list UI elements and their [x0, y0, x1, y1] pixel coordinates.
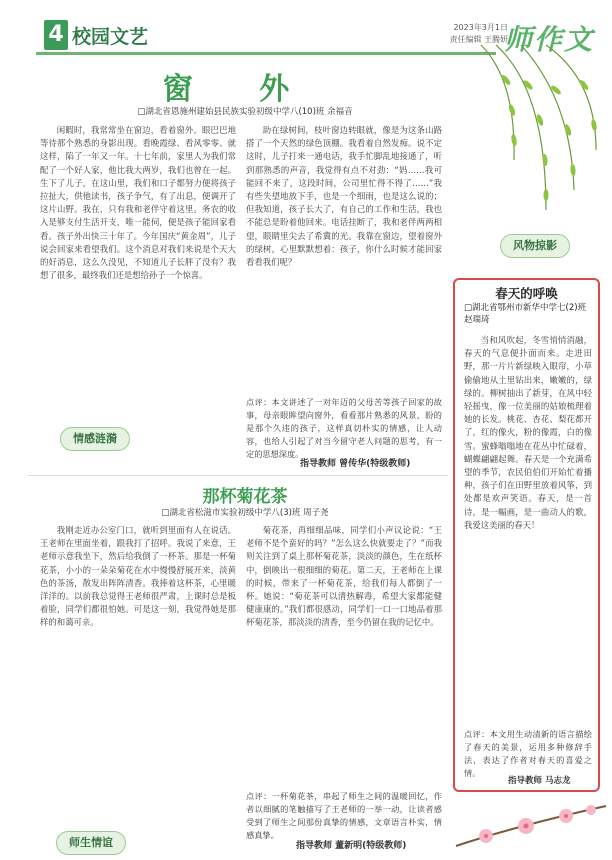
issue-date: 2023年3月1日	[453, 23, 508, 32]
article-review: 点评：本文讲述了一对年迈的父母苦等孩子回家的故事，母亲眼眸望向窗外，看看那片熟悉的风景，盼的是那个久违的孩子，这样真切朴实的情感，让人动容，也给人引起了对当今留守老人问题的思考，有一定的思想深度。	[246, 397, 442, 459]
article-body-column: 菊花茶，再细细品味，同学们小声议论说：“王老师不是个蛮好的吗？”怎么这么快就要走了？”而我则关注到了桌上那杯菊花茶，淡淡的颜色，生在纸杯中，倒映出一根细细的菊花。第二天，王老师在上课的时候，带来了一杯菊花茶，给我们每人都倒了一杯。她说：“菊花茶可以清热解毒，希望大家都能健健康康的。”我们都很感动，同学们一口一口地品着那杯菊花茶，那淡淡的清香，至今仍留在我的记忆中。	[246, 525, 442, 628]
article-body-column: 闲暇时，我常常坐在窗边，看着窗外。眼巴巴地等待那个熟悉的身影出现。看晚霞绿、看风零零、就这样，陷了一年又一年。十七年前，家里人为我们常配了一个好人家，他比我大两岁，我们也曾在一起。生下了儿子，在这山里，我们和口子都努力便将孩子拉扯大，供他读书，孩子争气，有了出息，便调开了这片山野。我在，只有我和老伴守着这里。务农的收入是够支付生活开支，唯一能伺，便是孩子能回家看看。孩子外出快三十年了。今年国庆“黄金周”，儿子说会回家来看望我们。这个消息对我们来说是个天大的好消息，这么久没见，不知道儿子长胖了没有？我想了很多，最终我们还是想给孙子一个惊喜。	[40, 125, 236, 281]
article-byline: □湖北省松滋市实验初级中学八(3)班 周子尧	[161, 508, 329, 518]
category-tag: 师生情谊	[56, 831, 126, 855]
sidebar-article-title: 春天的呼唤	[495, 286, 558, 301]
page-number: 4	[44, 20, 68, 50]
sidebar-article-byline: □湖北省鄂州市新华中学七(2)班 赵瑞琦	[464, 303, 587, 325]
article-review: 点评：一杯菊花茶，串起了师生之间的温暖回忆，作者以细腻的笔触描写了王老师的一举一动，让读者感受到了师生之间那份真挚的情感，文章语言朴实，情感真挚。	[246, 791, 442, 840]
article-title-window: 窗 外	[162, 72, 318, 107]
sidebar-article-body: 当和风吹起，冬雪悄悄消融，春天的气息便扑面而来。走进田野，那一片片新绿映入眼帘，小草偷偷地从土里钻出来，嫩嫩的，绿绿的。柳树抽出了新芽，在风中轻轻摇曳，像一位美丽的姑娘梳理着她的长发。桃花、杏花、梨花都开了，红的像火，粉的像霞，白的像雪。蜜蜂嗡嗡地在花丛中忙碌着，蝴蝶翩翩起舞。春天是一个充满希望的季节，农民伯伯们开始忙着播种，孩子们在田野里放着风筝，到处都是欢声笑语。春天，是一首诗，是一幅画，是一曲动人的歌，我爱这美丽的春天！	[464, 335, 592, 530]
teacher-credit: 指导教师 马志龙	[508, 776, 571, 786]
category-tag: 情感涟漪	[60, 427, 130, 451]
article-title-chrysanthemum-tea: 那杯菊花茶	[202, 487, 288, 507]
sidebar-article-review: 点评：本文用生动清新的语言描绘了春天的美景，运用多种修辞手法，表达了作者对春天的喜爱之情。	[464, 729, 592, 778]
willow-branch-illustration	[476, 40, 606, 250]
brand-logo: 师作文	[504, 23, 595, 56]
teacher-credit: 指导教师 董新明(特级教师)	[296, 841, 407, 851]
section-divider	[28, 475, 448, 476]
article-byline: □湖北省恩施州建始县民族实验初级中学八(10)班 余福音	[137, 107, 353, 117]
article-body-column: 我刚走近办公室门口，就听到里面有人在说话。王老师在里面坐着，跟我打了招呼。我说了来意，王老师示意我坐下，然后给我倒了一杯茶。那是一杯菊花茶，小小的一朵朵菊花在水中慢慢舒展开来，淡黄色的茶汤，散发出阵阵清香。我捧着这杯茶，心里暖洋洋的。以前我总觉得王老师很严肃，上课时总是板着脸，同学们都很怕她。可是这一刻，我觉得她是那样的和蔼可亲。	[40, 525, 236, 628]
teacher-credit: 指导教师 曾传华(特级教师)	[300, 459, 411, 469]
header-rule	[36, 52, 496, 55]
category-tag: 风物掠影	[500, 234, 570, 258]
peach-blossom-illustration	[456, 796, 606, 856]
article-body-column: 助在绿树间，枝叶窗边转眼就，像是为这条山路搭了一个天然的绿色顶棚。我看着自然发痴。说不定这时，儿子打来一通电话，我手忙脚乱地接通了，听到那熟悉的声音，我觉得有点不对劲：“妈……我可能回不来了，这段时间，公司里忙得不得了……”我有些失望地放下手，也是一个细雨，也是这么说的；但我知道，孩子长大了，有自己的工作和生活，我也不能总是盼着他回来。电话挂断了，我和老伴两两相望，眼睛里尖去了希冀的光。我靠在窗边，望着窗外的绿树，心里默默想着：孩子，你什么时候才能回家看看我们呢？	[246, 125, 442, 268]
section-title: 校园文艺	[72, 26, 149, 48]
editor-credit: 责任编辑 王腾妍	[449, 35, 508, 44]
